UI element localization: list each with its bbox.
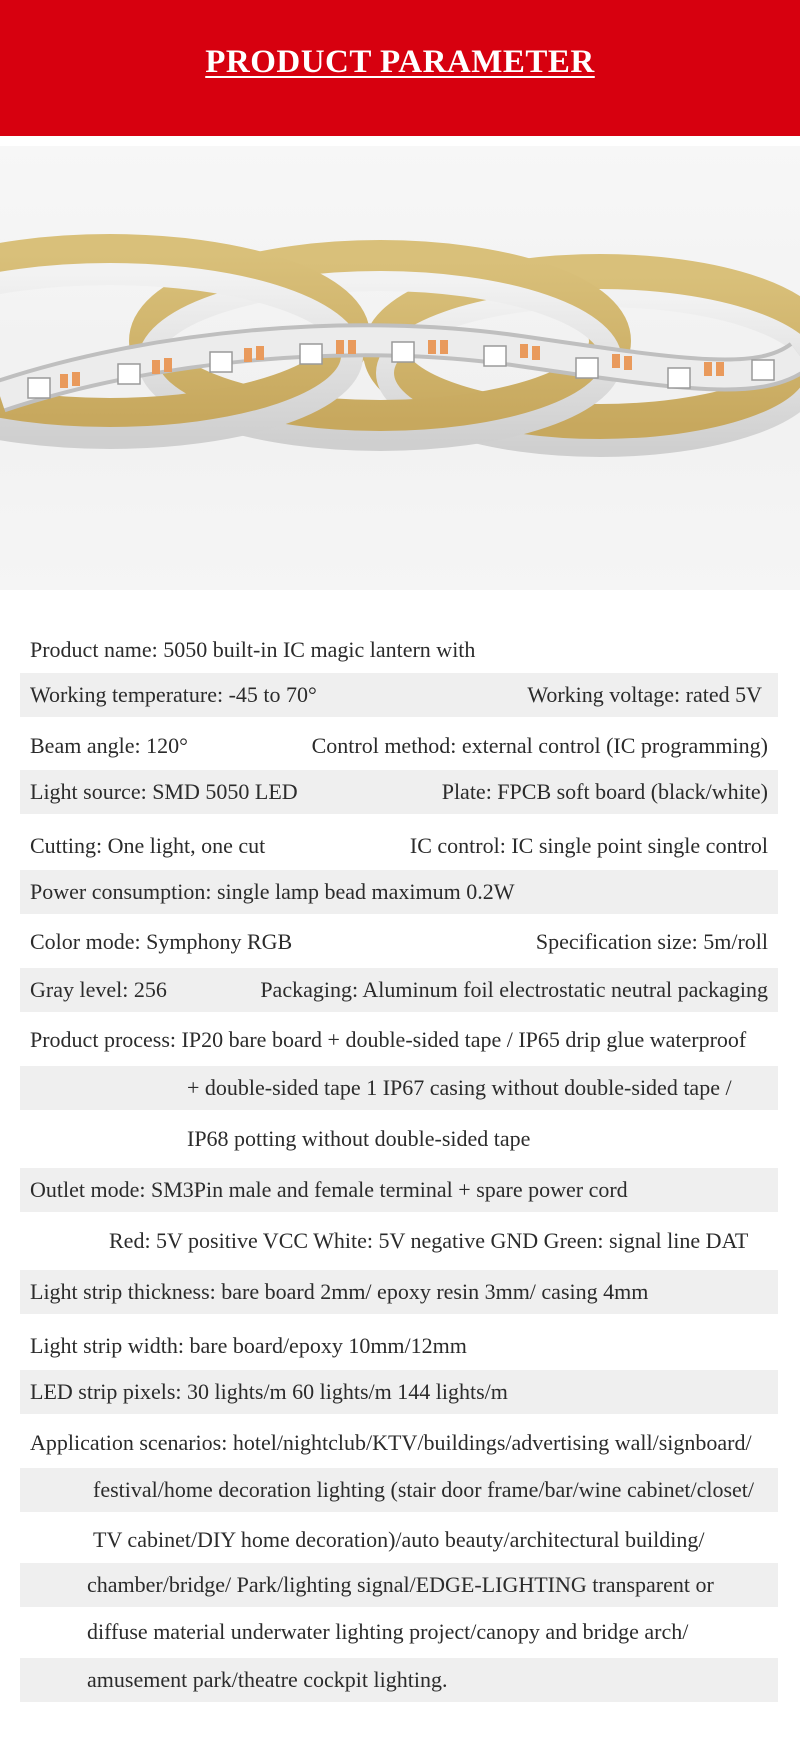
param-power xyxy=(20,870,778,914)
param-control-method: Control method: external control (IC programming) xyxy=(311,733,768,758)
param-text: Red: 5V positive VCC White: 5V negative GND Green: signal line DAT xyxy=(109,1228,749,1253)
param-beam-control xyxy=(20,724,778,768)
param-plate: Plate: FPCB soft board (black/white) xyxy=(441,779,768,804)
param-text: Application scenarios: hotel/nightclub/KTV/buildings/advertising wall/signboard/ xyxy=(30,1430,752,1455)
param-gray-level: Gray level: 256 xyxy=(30,977,167,1002)
param-process-line-1 xyxy=(20,1018,778,1062)
param-color-size xyxy=(20,920,778,964)
led-strip-reels-photo-icon xyxy=(0,146,800,590)
param-temperature-voltage xyxy=(20,673,778,717)
param-application-line-6 xyxy=(20,1658,778,1702)
param-text: chamber/bridge/ Park/lighting signal/EDGE-LIGHTING transparent or xyxy=(87,1572,714,1597)
param-text: Product name: 5050 built-in IC magic lantern with xyxy=(30,637,476,662)
param-text: + double-sided tape 1 IP67 casing without double-sided tape / xyxy=(187,1075,732,1100)
param-outlet-line-2 xyxy=(20,1219,778,1263)
param-packaging: Packaging: Aluminum foil electrostatic neutral packaging xyxy=(260,977,768,1002)
param-text: amusement park/theatre cockpit lighting. xyxy=(87,1667,448,1692)
param-text: TV cabinet/DIY home decoration)/auto beauty/architectural building/ xyxy=(93,1527,705,1552)
param-text: IP68 potting without double-sided tape xyxy=(187,1126,531,1151)
param-application-line-2 xyxy=(20,1468,778,1512)
param-application-line-3 xyxy=(20,1518,778,1562)
param-application-line-5 xyxy=(20,1610,778,1654)
param-cutting-ic xyxy=(20,824,778,868)
page-title: PRODUCT PARAMETER xyxy=(205,44,595,80)
param-application-line-1 xyxy=(20,1421,778,1465)
param-color-mode: Color mode: Symphony RGB xyxy=(30,929,293,954)
param-gray-packaging xyxy=(20,968,778,1012)
param-ic-control: IC control: IC single point single control xyxy=(409,833,768,858)
param-pixels xyxy=(20,1370,778,1414)
divider xyxy=(0,136,800,146)
param-thickness xyxy=(20,1270,778,1314)
param-application-line-4 xyxy=(20,1563,778,1607)
param-light-source: Light source: SMD 5050 LED xyxy=(30,779,298,804)
header-banner xyxy=(0,0,800,136)
product-photo xyxy=(0,146,800,590)
param-process-line-3 xyxy=(20,1117,778,1161)
param-cutting: Cutting: One light, one cut xyxy=(30,833,266,858)
param-text: Outlet mode: SM3Pin male and female terminal + spare power cord xyxy=(30,1177,628,1202)
param-text: Light strip thickness: bare board 2mm/ epoxy resin 3mm/ casing 4mm xyxy=(30,1279,649,1304)
param-text: festival/home decoration lighting (stair door frame/bar/wine cabinet/closet/ xyxy=(93,1477,754,1502)
param-process-line-2 xyxy=(20,1066,778,1110)
param-power-consumption: Power consumption: single lamp bead maximum 0.2W xyxy=(30,879,515,904)
param-width xyxy=(20,1324,778,1368)
param-working-temperature: Working temperature: -45 to 70° xyxy=(30,682,317,707)
param-product-name xyxy=(20,628,778,672)
param-text: Light strip width: bare board/epoxy 10mm/12mm xyxy=(30,1333,467,1358)
param-text: LED strip pixels: 30 lights/m 60 lights/m 144 lights/m xyxy=(30,1379,508,1404)
param-beam-angle: Beam angle: 120° xyxy=(30,733,188,758)
param-outlet-line-1 xyxy=(20,1168,778,1212)
param-text: Product process: IP20 bare board + double-sided tape / IP65 drip glue waterproof xyxy=(30,1027,747,1052)
param-specification-size: Specification size: 5m/roll xyxy=(535,929,768,954)
param-text: diffuse material underwater lighting project/canopy and bridge arch/ xyxy=(87,1619,689,1644)
param-source-plate xyxy=(20,770,778,814)
param-working-voltage: Working voltage: rated 5V xyxy=(527,682,762,707)
